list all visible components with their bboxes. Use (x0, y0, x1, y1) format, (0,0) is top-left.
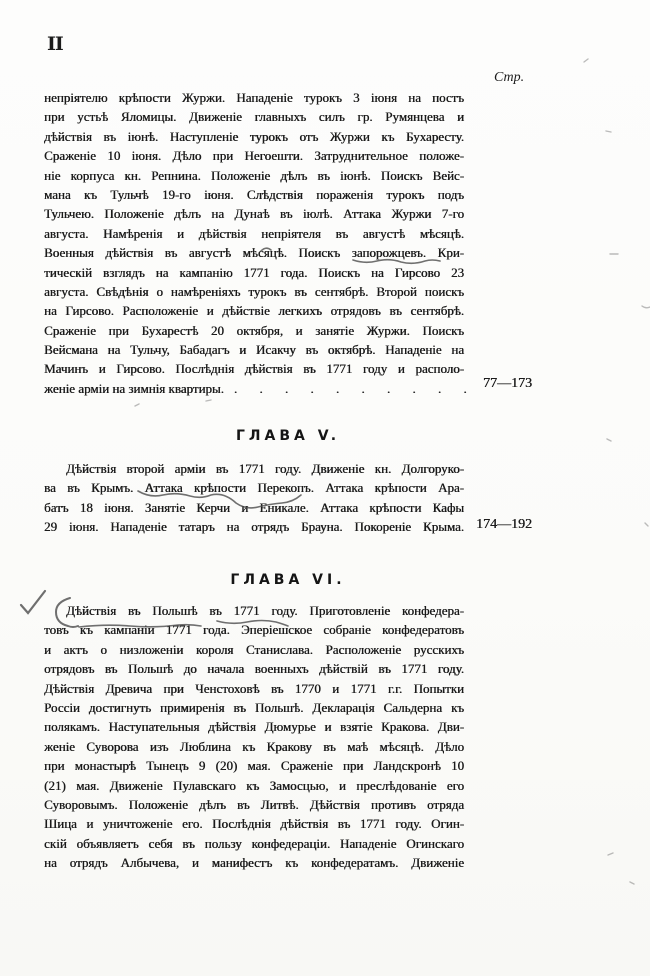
toc-line: Тульчею. Положеніе дѣлъ на Дунаѣ въ іюлѣ. Аттака Журжи 7-го (44, 206, 464, 222)
chapter-6-heading: ГЛАВА VI. (230, 572, 346, 588)
page-range: 77—173 (483, 376, 532, 391)
toc-line: непріятелю крѣпости Журжи. Нападеніе турокъ 3 іюня на постъ (44, 90, 464, 105)
toc-line: при устьѣ Яломицы. Движеніе главныхъ силъ гр. Румянцева и (44, 109, 464, 125)
toc-line: товъ къ кампаніи 1771 года. Эперіешское собраніе конфедератовъ (44, 622, 464, 638)
toc-line: Дѣйствія второй арміи въ 1771 году. Движеніе кн. Долгоруко- (66, 461, 464, 476)
toc-line: 29 іюня. Нападеніе татаръ на отрядъ Брауна. Покореніе Крыма. (44, 519, 464, 535)
toc-line: (21) мая. Движеніе Пулавскаго къ Замосцью, и преслѣдованіе его (44, 777, 464, 793)
toc-line: полякамъ. Наступательныя дѣйствія Дюмурье и взятіе Кракова. Дви- (44, 719, 464, 735)
toc-line: тическій взглядъ на кампанію 1771 года. Поискъ на Гирсово 23 (44, 264, 464, 280)
toc-line: Дѣйствія въ Польшѣ въ 1771 году. Приготовленіе конфедера- (66, 603, 464, 618)
pencil-checkmark (21, 591, 45, 613)
toc-line: на отрядъ Албычева, и манифестъ къ конфедератамъ. Движеніе (44, 855, 464, 871)
toc-line: отрядовъ въ Польшѣ до начала военныхъ дѣйствій въ 1771 году. (44, 661, 464, 677)
toc-line: августа. Намѣренія и дѣйствія непріятеля въ августѣ мѣсяцѣ. (44, 225, 464, 241)
toc-line: ва въ Крымъ. Аттака крѣпости Перекопъ. Аттака крѣпости Ара- (44, 480, 464, 496)
toc-line: и актъ о низложеніи короля Станислава. Расположеніе русскихъ (44, 641, 464, 657)
toc-line: Сраженіе при Бухарестѣ 20 октября, и занятіе Журжи. Поискъ (44, 322, 464, 338)
toc-line: Мачинъ и Гирсово. Послѣднія дѣйствія въ 1771 году и располо- (44, 361, 464, 377)
toc-line: на Гирсово. Расположеніе и дѣйствіе легкихъ отрядовъ въ сентябрѣ. (44, 303, 464, 319)
page-column-header: Стр. (494, 70, 525, 85)
toc-line: батъ 18 іюня. Занятіе Керчи и Еникале. Аттака крѣпости Кафы (44, 499, 464, 515)
toc-line: Россіи достигнуть примиренія въ Польшѣ. Декларація Сальдерна къ (44, 699, 464, 715)
toc-line: Вейсмана на Тульчу, Бабадагъ и Исакчу въ октябрѣ. Нападеніе на (44, 342, 464, 358)
toc-entry-chapter-6 (44, 601, 464, 872)
toc-line: Дѣйствія Древича при Ченстоховѣ въ 1770 и 1771 г.г. Попытки (44, 680, 464, 696)
toc-entry-continuation-lastline (44, 379, 468, 398)
toc-line: Шица и уничтоженіе его. Послѣднія дѣйствія въ 1771 году. Огин- (44, 816, 464, 832)
page-number: II (47, 33, 63, 55)
toc-line: августа. Свѣдѣнія о намѣреніяхъ турокъ въ сентябрѣ. Второй поискъ (44, 283, 464, 299)
toc-line: женіе арміи на зимнія квартиры. (44, 381, 224, 396)
toc-line: Военныя дѣйствія въ августѣ мѣсяцѣ. Поискъ запорожцевъ. Кри- (44, 245, 464, 261)
toc-line: Сраженіе 10 іюня. Дѣло при Негоешти. Затруднительное положе- (44, 148, 464, 164)
toc-entry-chapter-5 (44, 459, 464, 537)
toc-line: мана къ Тульчѣ 19-го іюня. Слѣдствія пораженія турокъ подъ (44, 186, 464, 202)
toc-line: ніе корпуса кн. Репнина. Положеніе дѣлъ въ іюнѣ. Поискъ Вейс- (44, 167, 464, 183)
toc-entry-continuation (44, 88, 464, 379)
toc-line: скій объявляетъ себя въ пользу конфедераціи. Нападеніе Огинскаго (44, 835, 464, 851)
toc-line: женіе Суворова изъ Люблина къ Кракову въ маѣ мѣсяцѣ. Дѣло (44, 738, 464, 754)
page-range: 174—192 (476, 517, 532, 532)
toc-line: Суворовымъ. Положеніе дѣлъ въ Литвѣ. Дѣйствія противъ отряда (44, 796, 464, 812)
leader-dots: . . . . . . . . . . (233, 381, 468, 396)
toc-line: при монастырѣ Тынецъ 9 (20) мая. Сраженіе при Ландскронѣ 10 (44, 758, 464, 774)
toc-line: дѣйствія въ іюнѣ. Наступленіе турокъ отъ Журжи къ Бухаресту. (44, 128, 464, 144)
chapter-5-heading: ГЛАВА V. (235, 428, 341, 444)
